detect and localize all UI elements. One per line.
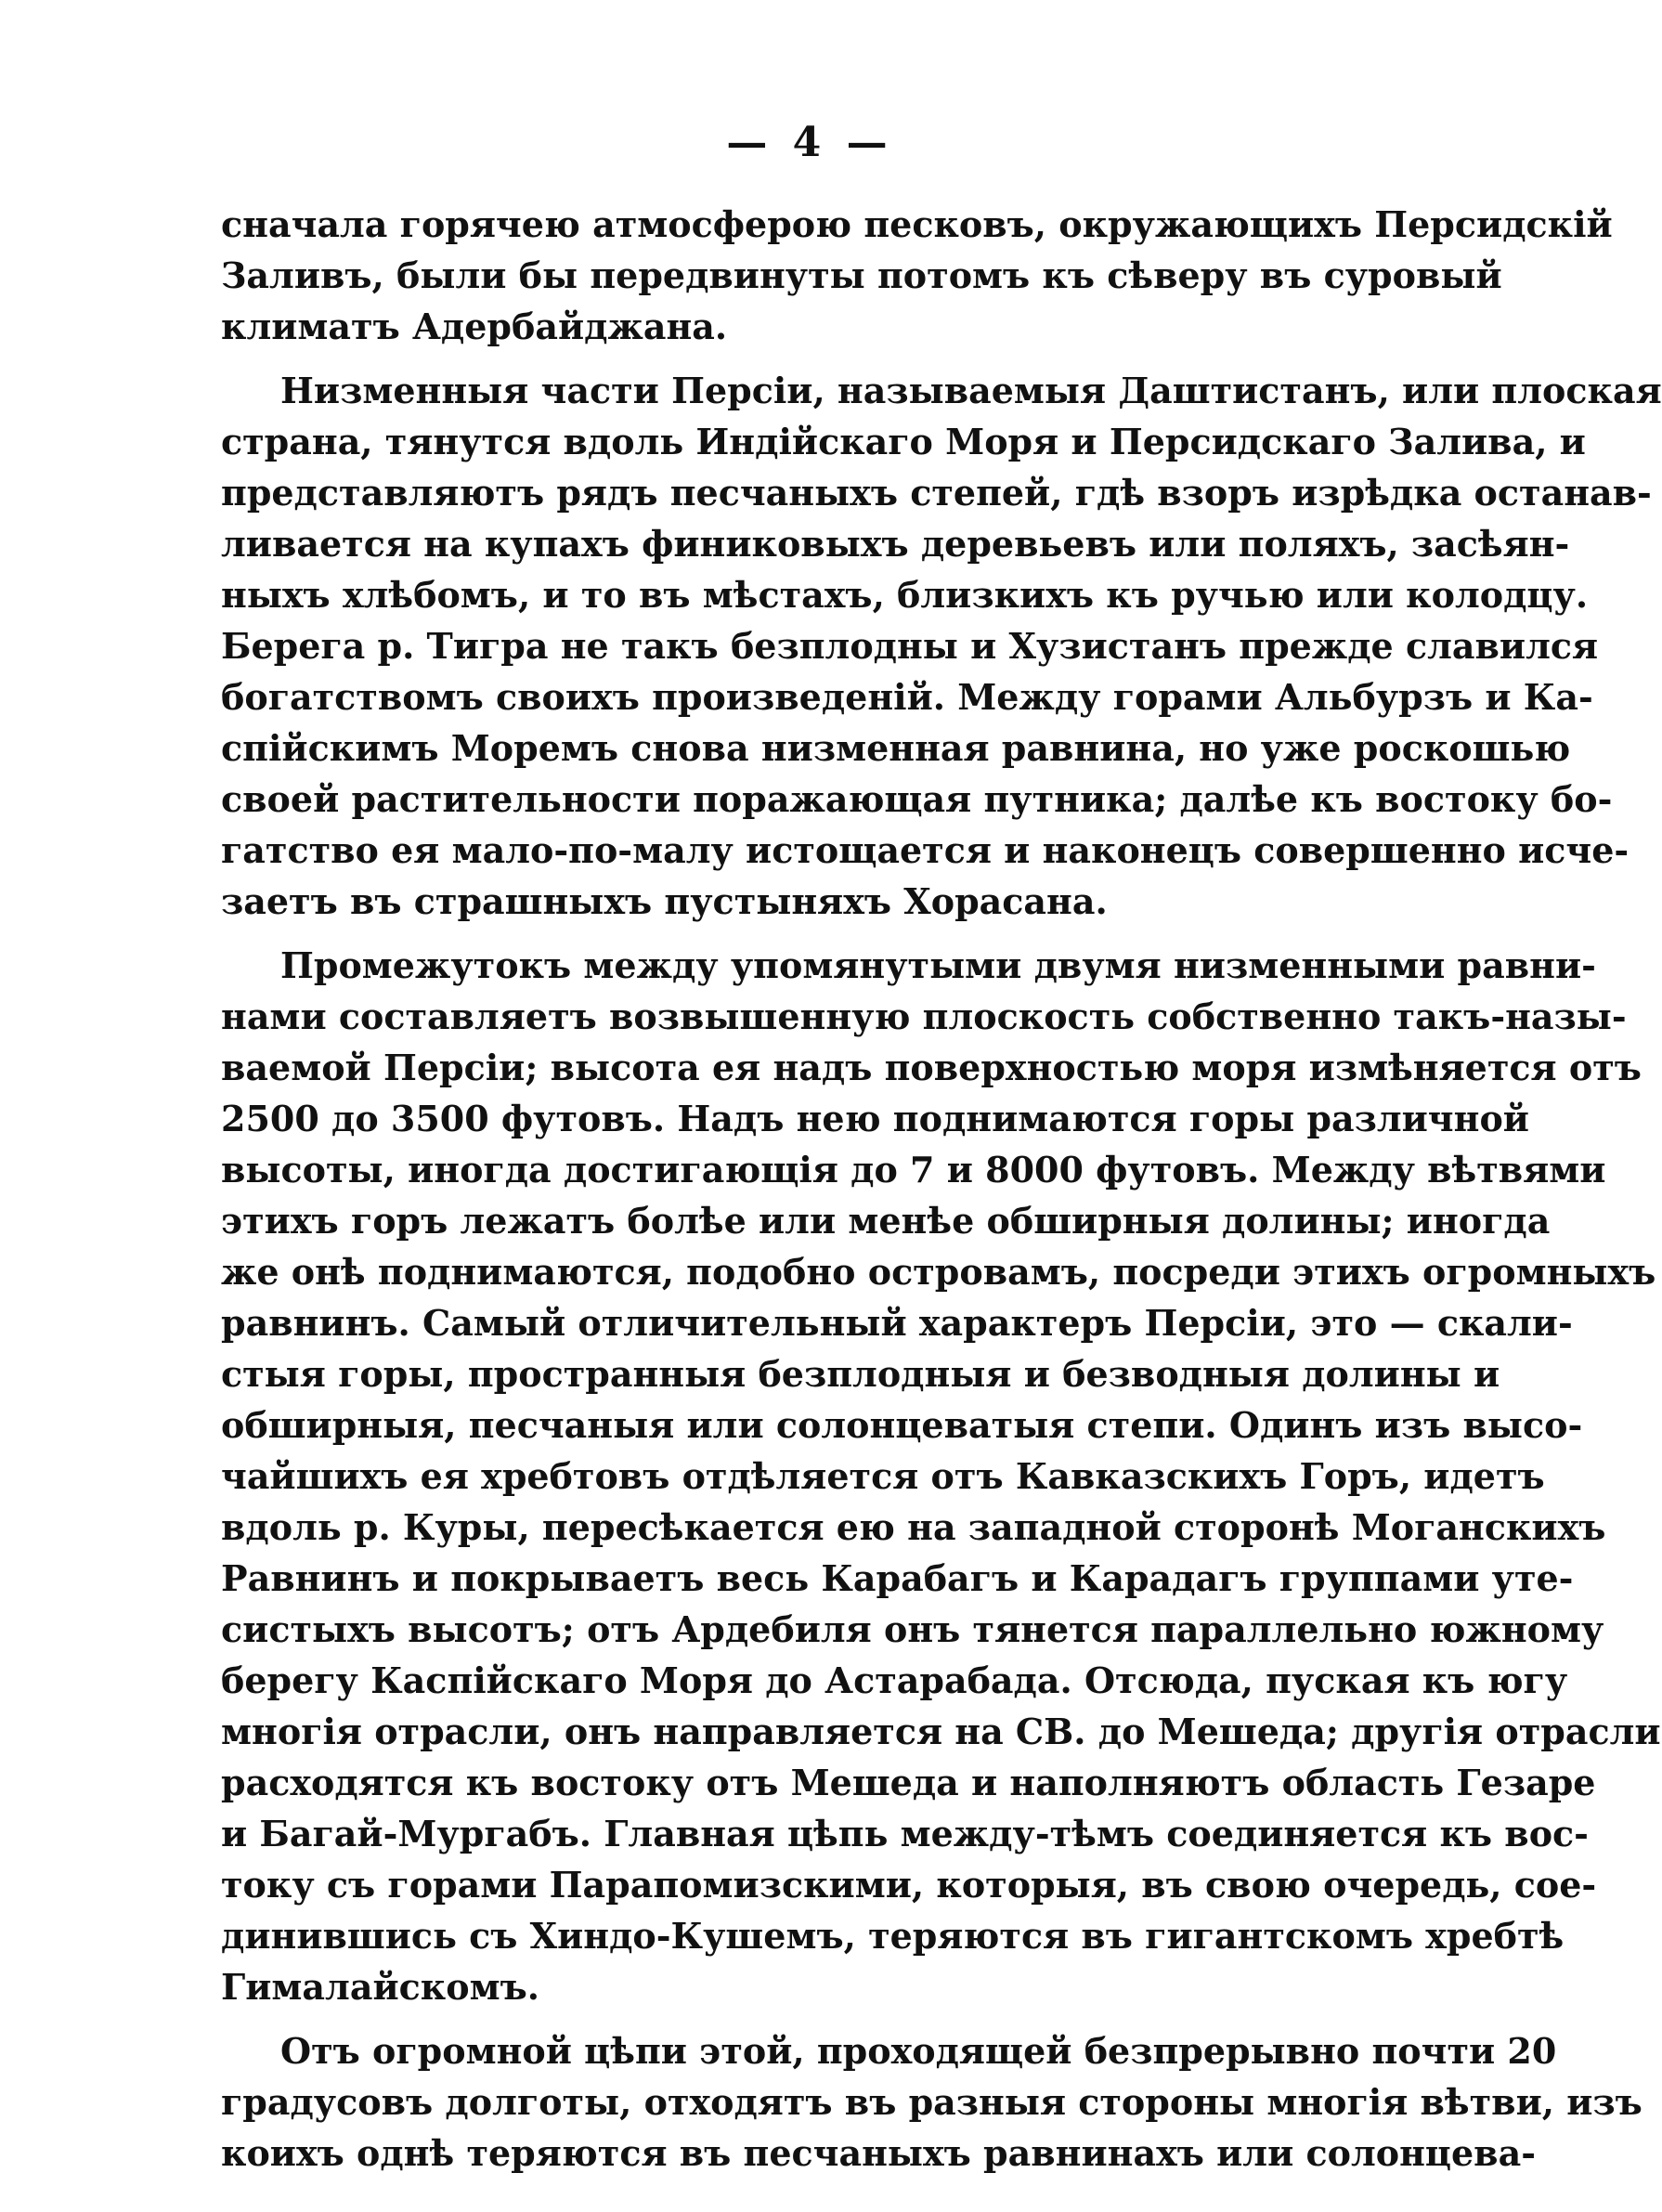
- page-number: — 4 —: [726, 119, 893, 166]
- text-line: ныхъ хлѣбомъ, и то въ мѣстахъ, близкихъ къ ручью или колодцу.: [221, 574, 1589, 616]
- text-line: сначала горячею атмосферою песковъ, окружающихъ Персидскій: [221, 203, 1613, 245]
- text-line: нами составляетъ возвышенную плоскость собственно такъ-назы-: [221, 995, 1627, 1037]
- paragraph-2: [221, 365, 1662, 927]
- text-line: и Багай-Мургабъ. Главная цѣпь между-тѣмъ соединяется къ вос-: [221, 1813, 1589, 1854]
- text-line: Заливъ, были бы передвинуты потомъ къ сѣверу въ суровый: [221, 254, 1502, 296]
- paragraph-1: [221, 199, 1613, 352]
- text-line: градусовъ долготы, отходятъ въ разныя стороны многія вѣтви, изъ: [221, 2081, 1643, 2123]
- text-line: ливается на купахъ финиковыхъ деревьевъ или поляхъ, засѣян-: [221, 523, 1570, 565]
- text-line: току съ горами Парапомизскими, которыя, въ свою очередь, сое-: [221, 1864, 1597, 1906]
- text-line: берегу Каспійскаго Моря до Астарабада. Отсюда, пуская къ югу: [221, 1659, 1568, 1701]
- text-line: равнинъ. Самый отличительный характеръ Персіи, это — скали-: [221, 1302, 1573, 1344]
- text-line: страна, тянутся вдоль Индійскаго Моря и Персидскаго Залива, и: [221, 421, 1586, 462]
- text-line: Гималайскомъ.: [221, 1966, 539, 2008]
- text-line: Отъ огромной цѣпи этой, проходящей безпрерывно почти 20: [280, 2030, 1557, 2072]
- text-line: вдоль р. Куры, пересѣкается ею на западной сторонѣ Моганскихъ: [221, 1506, 1606, 1548]
- text-line: Берега р. Тигра не такъ безплодны и Хузистанъ прежде славился: [221, 625, 1599, 667]
- text-line: своей растительности поражающая путника; далѣе къ востоку бо-: [221, 778, 1613, 820]
- text-line: богатствомъ своихъ произведеній. Между горами Альбурзъ и Ка-: [221, 676, 1593, 718]
- text-line: спійскимъ Моремъ снова низменная равнина, но уже роскошью: [221, 727, 1571, 769]
- paragraph-4: [221, 2025, 1643, 2179]
- text-line: динившись съ Хиндо-Кушемъ, теряются въ гигантскомъ хребтѣ: [221, 1915, 1565, 1957]
- text-line: чайшихъ ея хребтовъ отдѣляется отъ Кавказскихъ Горъ, идетъ: [221, 1455, 1545, 1497]
- text-line: Промежутокъ между упомянутыми двумя низменными равни-: [280, 944, 1596, 986]
- text-line: ваемой Персіи; высота ея надъ поверхностью моря измѣняется отъ: [221, 1047, 1642, 1088]
- text-line: высоты, иногда достигающія до 7 и 8000 футовъ. Между вѣтвями: [221, 1149, 1606, 1191]
- text-line: заетъ въ страшныхъ пустыняхъ Хорасана.: [221, 880, 1108, 922]
- text-line: же онѣ поднимаются, подобно островамъ, посреди этихъ огромныхъ: [221, 1251, 1656, 1293]
- text-line: представляютъ рядъ песчаныхъ степей, гдѣ взоръ изрѣдка останав-: [221, 472, 1652, 514]
- text-line: Низменныя части Персіи, называемыя Даштистанъ, или плоская: [280, 370, 1662, 411]
- text-line: Равнинъ и покрываетъ весь Карабагъ и Карадагъ группами уте-: [221, 1557, 1574, 1599]
- text-line: этихъ горъ лежатъ болѣе или менѣе обширныя долины; иногда: [221, 1200, 1551, 1242]
- text-line: гатство ея мало-по-малу истощается и наконецъ совершенно исче-: [221, 829, 1630, 871]
- text-line: систыхъ высотъ; отъ Ардебиля онъ тянется параллельно южному: [221, 1608, 1604, 1650]
- text-line: обширныя, песчаныя или солонцеватыя степи. Одинъ изъ высо-: [221, 1404, 1583, 1446]
- text-line: 2500 до 3500 футовъ. Надъ нею поднимаются горы различной: [221, 1098, 1529, 1139]
- text-line: климатъ Адербайджана.: [221, 306, 728, 347]
- text-line: коихъ однѣ теряются въ песчаныхъ равнинахъ или солонцева-: [221, 2132, 1536, 2174]
- body-text: [221, 199, 1662, 2179]
- paragraph-3: [221, 940, 1661, 2012]
- text-line: многія отрасли, онъ направляется на СВ. до Мешеда; другія отрасли: [221, 1711, 1661, 1752]
- text-line: расходятся къ востоку отъ Мешеда и наполняютъ область Гезаре: [221, 1762, 1596, 1803]
- text-line: стыя горы, пространныя безплодныя и безводныя долины и: [221, 1353, 1500, 1395]
